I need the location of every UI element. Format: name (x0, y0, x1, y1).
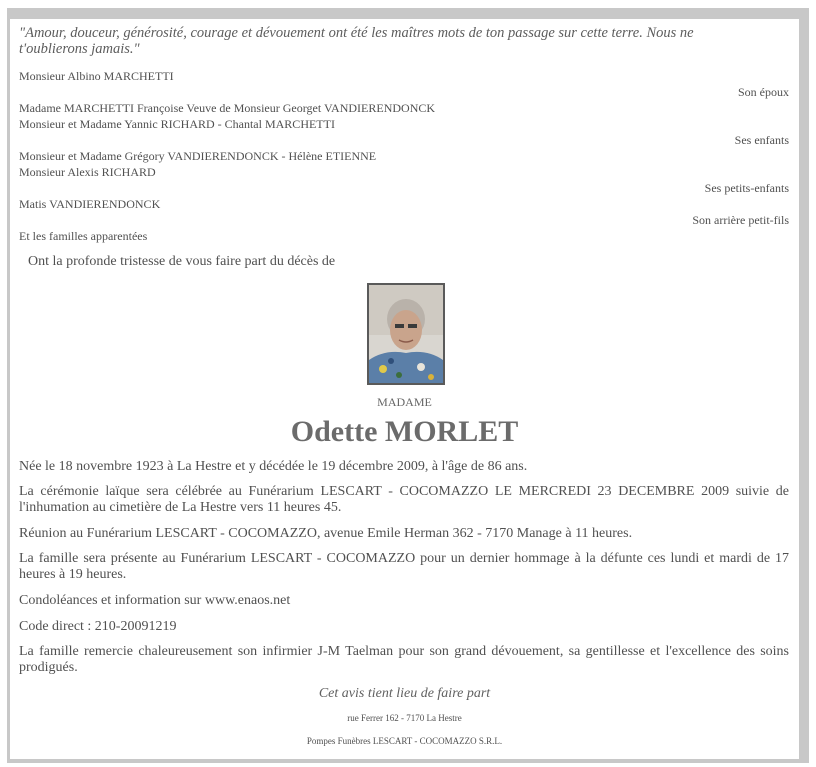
grandchildren-role: Ses petits-enfants (704, 181, 789, 195)
funeral-home-name: Pompes Funèbres LESCART - COCOMAZZO S.R.L. (306, 736, 503, 746)
meeting-paragraph: Réunion au Funérarium LESCART - COCOMAZZO, avenue Emile Herman 362 - 7170 Manage à 11 heures. (19, 526, 633, 541)
spouse-name: Monsieur Albino MARCHETTI (19, 69, 174, 83)
birth-paragraph: Née le 18 novembre 1923 à La Hestre et y décédée le 19 décembre 2009, à l'âge de 86 ans. (19, 459, 528, 474)
great-grandchild-role: Son arrière petit-fils (692, 213, 789, 227)
funeral-home-address: rue Ferrer 162 - 7170 La Hestre (347, 713, 462, 723)
portrait-photo (367, 283, 445, 385)
obituary-card (10, 19, 799, 759)
ceremony-paragraph: La cérémonie laïque sera célébrée au Funérarium LESCART - COCOMAZZO LE MERCREDI 23 DECEMBRE 2009 suivie de l'inhumation au cimetière de La Hestre vers 11 heures 45. (19, 484, 789, 515)
thanks-paragraph: La famille remercie chaleureusement son infirmier J-M Taelman pour son grand dévouement, sa gentillesse et l'excellence des soins prodigués. (19, 644, 789, 675)
announcement-intro: Ont la profonde tristesse de vous faire part du décès de (28, 254, 336, 269)
child-line-2: Monsieur et Madame Yannic RICHARD - Chantal MARCHETTI (19, 117, 335, 131)
presence-paragraph: La famille sera présente au Funérarium LESCART - COCOMAZZO pour un dernier hommage à la défunte ces lundi et mardi de 17 heures à 19 heures. (19, 551, 789, 582)
memorial-quote: "Amour, douceur, générosité, courage et dévouement ont été les maîtres mots de ton passage sur cette terre. Nous ne t'oublierons jamais." (19, 25, 694, 57)
children-role: Ses enfants (734, 133, 789, 147)
signoff-line: Cet avis tient lieu de faire part (318, 686, 491, 701)
child-line-1: Madame MARCHETTI Françoise Veuve de Monsieur Georget VANDIERENDONCK (19, 101, 436, 115)
direct-code: Code direct : 210-20091219 (19, 619, 177, 634)
deceased-name: Odette MORLET (290, 415, 519, 448)
spouse-role: Son époux (738, 85, 789, 99)
portrait-image (369, 285, 443, 383)
grandchild-line-2: Monsieur Alexis RICHARD (19, 165, 156, 179)
deceased-title: MADAME (377, 395, 432, 409)
great-grandchild-name: Matis VANDIERENDONCK (19, 197, 161, 211)
relatives-line: Et les familles apparentées (19, 229, 148, 243)
grandchild-line-1: Monsieur et Madame Grégory VANDIERENDONCK - Hélène ETIENNE (19, 149, 377, 163)
condolences-paragraph: Condoléances et information sur www.enaos.net (19, 593, 291, 608)
